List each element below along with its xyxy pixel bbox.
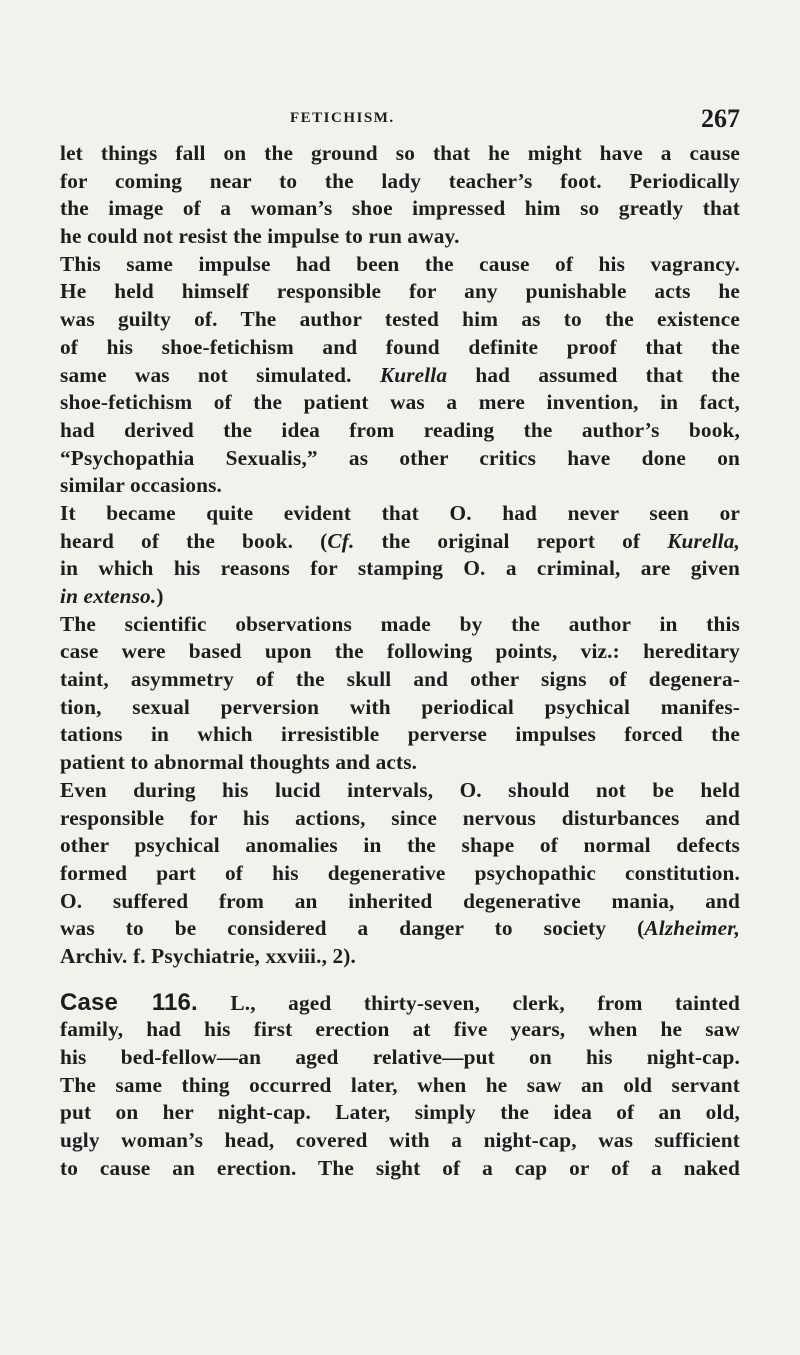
text-line (60, 989, 740, 1017)
italic-ref: Cf. (327, 528, 355, 553)
text-line: case were based upon the following points, viz.: hereditary (60, 639, 740, 664)
text-line: Archiv. f. Psychiatrie, xxviii., 2). (60, 943, 357, 968)
text-line: for coming near to the lady teacher’s foot. Periodically (60, 168, 740, 193)
text-line: responsible for his actions, since nervous disturbances and (60, 805, 740, 830)
text-line: The same thing occurred later, when he saw an old servant (60, 1072, 740, 1097)
text-line: to cause an erection. The sight of a cap or of a naked (60, 1155, 740, 1180)
text-line (60, 362, 740, 390)
text-line: he could not resist the impulse to run away. (60, 224, 460, 249)
page-header (290, 104, 740, 136)
text-line: tations in which irresistible perverse impulses forced the (60, 722, 740, 747)
text-span: same was not simulated. (60, 362, 352, 387)
italic-name: Alzheimer, (644, 916, 740, 941)
text-line: had derived the idea from reading the author’s book, (60, 417, 740, 442)
text-line: The scientific observations made by the author in this (60, 611, 740, 636)
text-line: ugly woman’s head, covered with a night-cap, was sufficient (60, 1128, 740, 1153)
text-line: O. suffered from an inherited degenerative mania, and (60, 888, 740, 913)
text-line: the image of a woman’s shoe impressed him so greatly that (60, 196, 740, 221)
text-line: formed part of his degenerative psychopathic constitution. (60, 860, 740, 885)
text-line: Even during his lucid intervals, O. should not be held (60, 777, 740, 802)
text-line: taint, asymmetry of the skull and other signs of degenera- (60, 667, 740, 692)
italic-name: Kurella, (667, 528, 740, 553)
text-span: the original report of (381, 528, 641, 553)
case-heading: Case 116. (60, 988, 198, 1016)
page-number: 267 (701, 104, 740, 133)
body-text (60, 140, 740, 1182)
text-line: patient to abnormal thoughts and acts. (60, 750, 418, 775)
text-line: shoe-fetichism of the patient was a mere invention, in fact, (60, 390, 740, 415)
text-line: was guilty of. The author tested him as to the existence (60, 307, 740, 332)
text-span: ) (156, 584, 164, 608)
text-line: He held himself responsible for any punishable acts he (60, 279, 740, 304)
italic-phrase: in extenso. (60, 584, 157, 608)
text-line: It became quite evident that O. had never seen or (60, 500, 740, 525)
text-line: “Psychopathia Sexualis,” as other critics have done on (60, 445, 740, 470)
paragraph-gap (60, 971, 740, 989)
text-span: heard of the book. ( (60, 528, 328, 553)
text-line (60, 583, 740, 611)
text-line: tion, sexual perversion with periodical psychical manifes- (60, 694, 740, 719)
italic-name: Kurella (379, 362, 448, 387)
text-line: in which his reasons for stamping O. a criminal, are given (60, 556, 740, 581)
text-line: his bed-fellow—an aged relative—put on his night-cap. (60, 1045, 740, 1069)
text-line: put on her night-cap. Later, simply the idea of an old, (60, 1100, 740, 1125)
text-span: had assumed that the (475, 362, 740, 387)
running-head: FETICHISM. (290, 110, 395, 126)
text-line (60, 915, 740, 943)
text-span: was to be considered a danger to society ( (60, 916, 645, 941)
text-line: other psychical anomalies in the shape of normal defects (60, 833, 740, 858)
text-line: This same impulse had been the cause of his vagrancy. (60, 251, 740, 276)
text-line: family, had his first erection at five years, when he saw (60, 1017, 740, 1042)
text-span: L., aged thirty-seven, clerk, from tainted (230, 990, 740, 1015)
text-line: let things fall on the ground so that he might have a cause (60, 141, 740, 165)
text-line: similar occasions. (60, 473, 223, 498)
text-line: of his shoe-fetichism and found definite proof that the (60, 334, 740, 359)
text-line (60, 528, 740, 556)
